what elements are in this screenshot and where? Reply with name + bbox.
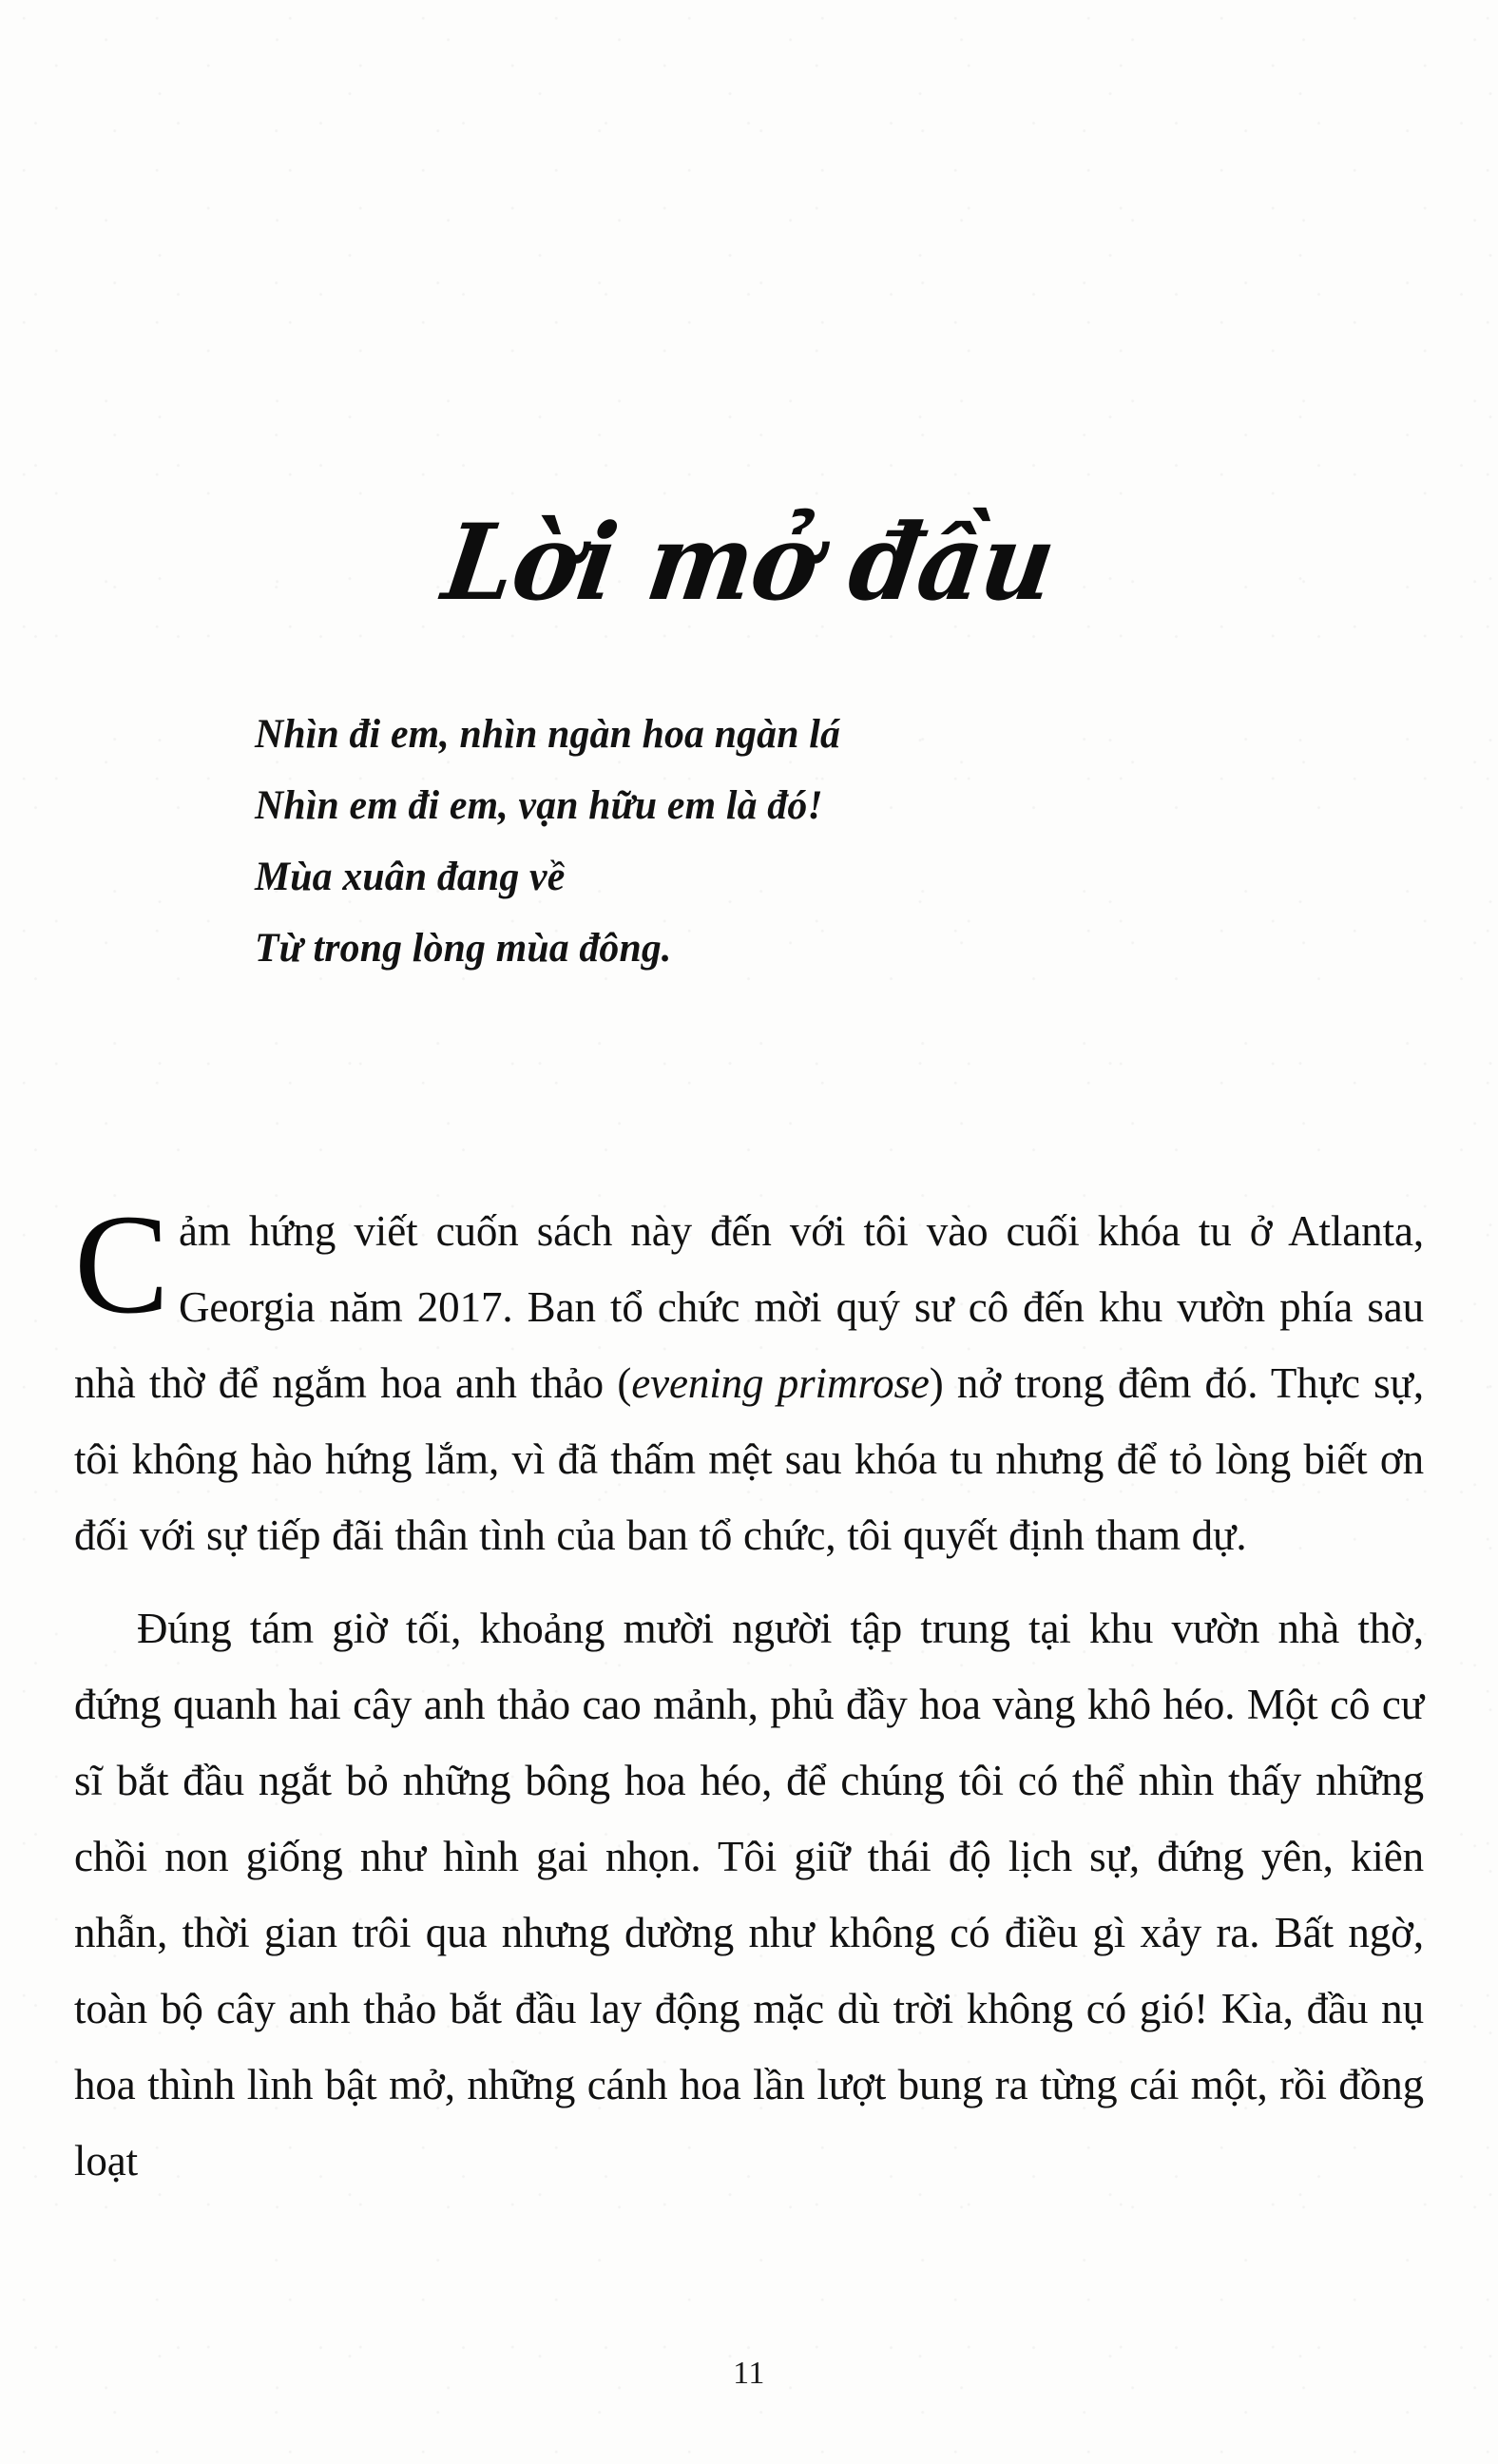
poem-line: Mùa xuân đang về bbox=[255, 855, 566, 899]
epigraph-poem bbox=[255, 699, 1205, 984]
paragraph-second: Đúng tám giờ tối, khoảng mười người tập trung tại khu vườn nhà thờ, đứng quanh hai cây anh thảo cao mảnh, phủ đầy hoa vàng khô héo. Một cô cư sĩ bắt đầu ngắt bỏ những bông hoa héo, để chúng tôi có thể nhìn thấy những chồi non giống như hình gai nhọn. Tôi giữ thái độ lịch sự, đứng yên, kiên nhẫn, thời gian trôi qua nhưng dường như không có điều gì xảy ra. Bất ngờ, toàn bộ cây anh thảo bắt đầu lay động mặc dù trời không có gió! Kìa, đầu nụ hoa thình lình bật mở, những cánh hoa lần lượt bung ra từng cái một, rồi đồng loạt bbox=[74, 1605, 1424, 2185]
latin-term-evening-primrose: evening primrose bbox=[631, 1359, 930, 1407]
paragraph-first-text-before-italic: ảm hứng viết cuốn sách này đến với tôi vào cuối khóa tu ở Atlanta, Georgia năm 2017. Ban tổ chức mời quý sư cô đến khu vườn phía sau nhà thờ để ngắm hoa anh thảo ( bbox=[74, 1207, 1424, 1407]
body-text bbox=[74, 1185, 1424, 2199]
page-number: 11 bbox=[733, 2356, 765, 2391]
chapter-title: Lời mở đầu bbox=[436, 499, 1063, 625]
poem-line: Từ trong lòng mùa đông. bbox=[255, 926, 672, 971]
paragraph-first-text-after-italic: ) nở trong đêm đó. Thực sự, tôi không hào hứng lắm, vì đã thấm mệt sau khóa tu nhưng để tỏ lòng biết ơn đối với sự tiếp đãi thân tình của ban tổ chức, tôi quyết định tham dự. bbox=[74, 1359, 1424, 1559]
drop-cap: C bbox=[74, 1185, 169, 1343]
paragraph-first bbox=[74, 1185, 1424, 1573]
poem-line: Nhìn em đi em, vạn hữu em là đó! bbox=[255, 783, 823, 828]
poem-line: Nhìn đi em, nhìn ngàn hoa ngàn lá bbox=[255, 712, 841, 757]
